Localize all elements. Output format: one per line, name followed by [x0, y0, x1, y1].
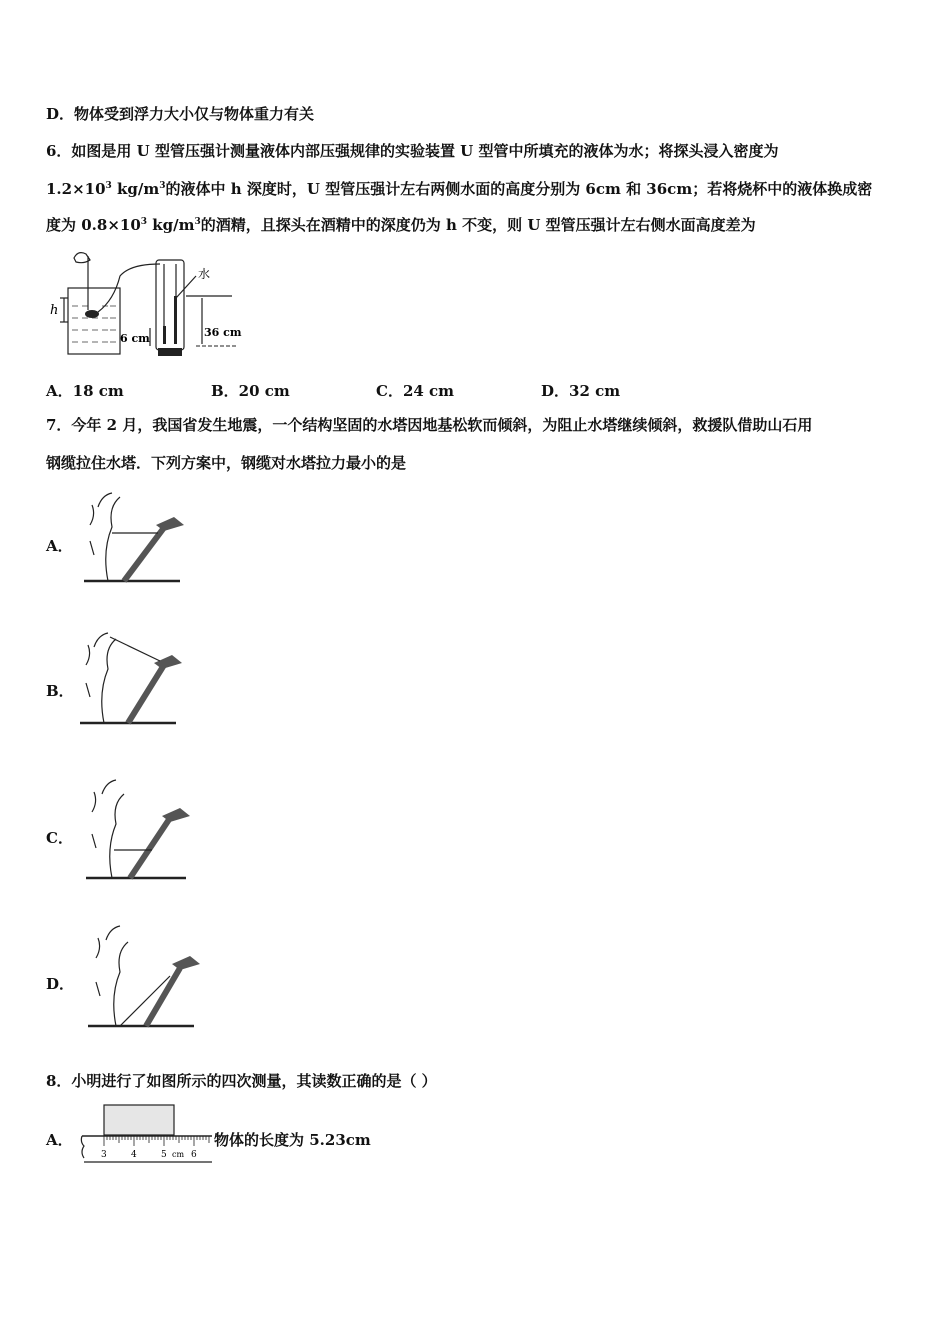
q6-text-line3: [46, 214, 756, 235]
q6-option-d[interactable]: D．32 cm: [541, 382, 621, 400]
q8-option-a-text: 物体的长度为 5.23cm: [214, 1131, 371, 1149]
label-h: h: [50, 303, 59, 318]
q6-text-line2: [46, 178, 872, 199]
q7-option-d-figure: [84, 918, 199, 1033]
q7-option-c-figure: [82, 772, 192, 887]
q5-option-d: D．物体受到浮力大小仅与物体重力有关: [46, 105, 315, 123]
q7-option-a-label[interactable]: A．: [46, 537, 73, 555]
q6-manometer-figure: [46, 248, 246, 363]
q8-text-line1: 8．小明进行了如图所示的四次测量，其读数正确的是（ ）: [46, 1072, 437, 1090]
q7-text-line1: 7．今年 2 月，我国省发生地震，一个结构坚固的水塔因地基松软而倾斜，为阻止水塔继续倾斜，救援队借助山石用: [46, 416, 813, 434]
q6-option-a[interactable]: A．18 cm: [46, 382, 124, 400]
ruler-label-4: 4: [131, 1150, 137, 1160]
q6-l3-a: 度为 0.8×10: [46, 216, 141, 234]
q7-option-a-figure: [80, 485, 190, 590]
q6-l2-sup2: 3: [159, 181, 166, 191]
q6-option-c[interactable]: C．24 cm: [376, 382, 455, 400]
label-6cm: 6 cm: [120, 332, 150, 345]
q6-l2-sup1: 3: [105, 181, 112, 191]
beaker: [68, 288, 120, 354]
measured-block: [104, 1105, 174, 1135]
ruler-label-cm: cm: [172, 1150, 185, 1159]
label-water: 水: [198, 267, 211, 281]
q7-option-b-label[interactable]: B．: [46, 682, 74, 700]
q6-l2-b: kg/m: [111, 180, 160, 198]
q6-l3-b: kg/m: [147, 216, 195, 234]
ruler-label-5: 5: [161, 1150, 167, 1160]
q6-l2-a: 1.2×10: [46, 180, 106, 198]
q6-l2-c: 的液体中 h 深度时，U 型管压强计左右两侧水面的高度分别为 6cm 和 36cm；若将烧杯中的液体换成密: [165, 180, 873, 198]
probe: [85, 310, 99, 318]
q6-option-b[interactable]: B．20 cm: [211, 382, 290, 400]
ruler-label-3: 3: [101, 1150, 107, 1160]
q6-l3-c: 的酒精，且探头在酒精中的深度仍为 h 不变，则 U 型管压强计左右侧水面高度差为: [200, 216, 756, 234]
q6-text-line1: 6．如图是用 U 型管压强计测量液体内部压强规律的实验装置 U 型管中所填充的液体为水；将探头浸入密度为: [46, 142, 779, 160]
q6-l3-sup2: 3: [194, 217, 201, 227]
q8-ruler-figure: [80, 1104, 214, 1166]
q7-option-c-label[interactable]: C．: [46, 829, 73, 847]
ruler-label-6: 6: [191, 1150, 197, 1160]
q7-text-line2: 钢缆拉住水塔．下列方案中，钢缆对水塔拉力最小的是: [46, 454, 407, 472]
q7-option-b-figure: [76, 625, 186, 735]
q8-option-a-label[interactable]: A．: [46, 1131, 73, 1149]
q6-l3-sup1: 3: [140, 217, 148, 227]
q7-option-d-label[interactable]: D．: [46, 975, 75, 993]
u-tube: [156, 260, 184, 350]
label-36cm: 36 cm: [204, 326, 242, 339]
ruler-ticks: [104, 1136, 209, 1146]
